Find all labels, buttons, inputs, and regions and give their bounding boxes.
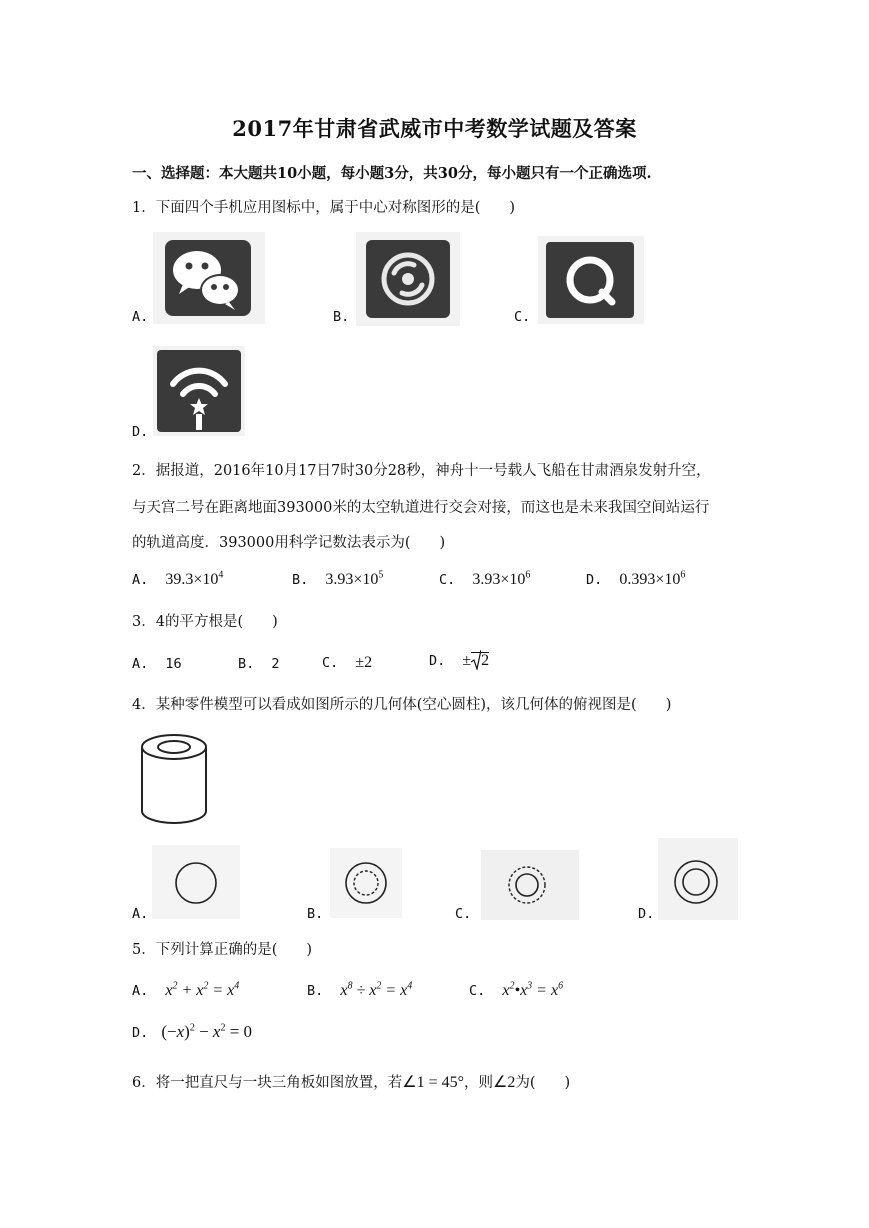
option-value: ± 2 [462,652,490,669]
q2-option-d [586,569,685,589]
q3-option-b [238,653,280,672]
page-title: 2017年甘肃省武威市中考数学试题及答案 [232,116,637,141]
q-letter-icon [538,236,644,324]
question-5-stem: 5．下列计算正确的是( ) [132,942,313,958]
question-3-stem: 3．4的平方根是( ) [132,614,278,630]
q5-option-d [132,1022,252,1042]
q5-option-a [132,980,239,1000]
q4-option-d-label: D. [638,906,655,922]
option-label: A. [132,572,149,588]
question-6-stem: 6．将一把直尺与一块三角板如图放置，若∠1 = 45°，则∠2为( ) [132,1074,571,1091]
option-label: D. [586,572,603,588]
question-1-stem: 1．下面四个手机应用图标中，属于中心对称图形的是( ) [132,200,516,216]
question-4-stem: 4．某种零件模型可以看成如图所示的几何体(空心圆柱)，该几何体的俯视图是( ) [132,697,672,713]
option-label: D. [132,1025,149,1041]
top-view-dashed-outer-circle-icon [481,850,579,920]
option-formula: $x^8 \div x^2 = x^4$ [340,980,413,999]
q5-option-b [307,980,412,1000]
option-label: C. [439,572,456,588]
option-value: ±2 [355,654,373,671]
q2-option-b [292,569,383,589]
option-value: 2 [271,656,280,672]
q4-option-b-label: B. [307,906,324,922]
q2-option-a [132,569,223,589]
option-label: B. [292,572,309,588]
q2-option-c [439,569,530,589]
wifi-tower-icon [153,346,245,436]
top-view-concentric-circles-icon [658,838,738,920]
option-value: $0.393\times 10^6$ [619,569,686,588]
option-value: $3.93\times 10^5$ [325,569,384,588]
q1-option-d-label: D. [132,424,149,440]
q5-option-c [469,980,563,1000]
q1-option-b-label: B. [333,309,350,325]
question-2-line-1: 2．据报道，2016年10月17日7时30分28秒，神舟十一号载人飞船在甘肃酒泉发射升空， [132,463,711,479]
option-formula: $x^2 + x^2 = x^4$ [165,980,240,999]
option-label: C. [469,983,486,999]
q3-option-a [132,653,182,672]
option-formula: $x^2•x^3 = x^6$ [502,980,564,999]
wechat-icon [153,232,265,324]
q3-option-c [322,652,372,672]
q4-option-c-label: C. [455,906,472,922]
swirl-icon [356,232,460,326]
q1-option-a-label: A. [132,309,149,325]
option-label: A. [132,983,149,999]
top-view-single-circle-icon [152,845,240,919]
section-heading: 一、选择题：本大题共10小题，每小题3分，共30分，每小题只有一个正确选项. [132,165,652,182]
q1-option-c-label: C. [514,309,531,325]
option-formula: $(-x)^2 - x^2 = 0$ [161,1022,253,1041]
option-label: D. [429,653,446,669]
top-view-dashed-inner-circle-icon [330,848,402,918]
option-label: B. [307,983,324,999]
q4-option-a-label: A. [132,906,149,922]
q3-option-d [429,650,489,670]
option-label: B. [238,656,255,672]
option-label: C. [322,655,339,671]
question-2-line-2: 与天宫二号在距离地面393000米的太空轨道进行交会对接，而这也是未来我国空间站运行 [132,500,710,516]
option-label: A. [132,656,149,672]
option-value: $39.3\times 10^4$ [165,569,224,588]
question-2-line-3: 的轨道高度．393000用科学记数法表示为( ) [132,535,446,551]
option-value: $3.93\times 10^6$ [472,569,531,588]
option-value: 16 [165,656,182,672]
hollow-cylinder-figure [136,729,212,829]
